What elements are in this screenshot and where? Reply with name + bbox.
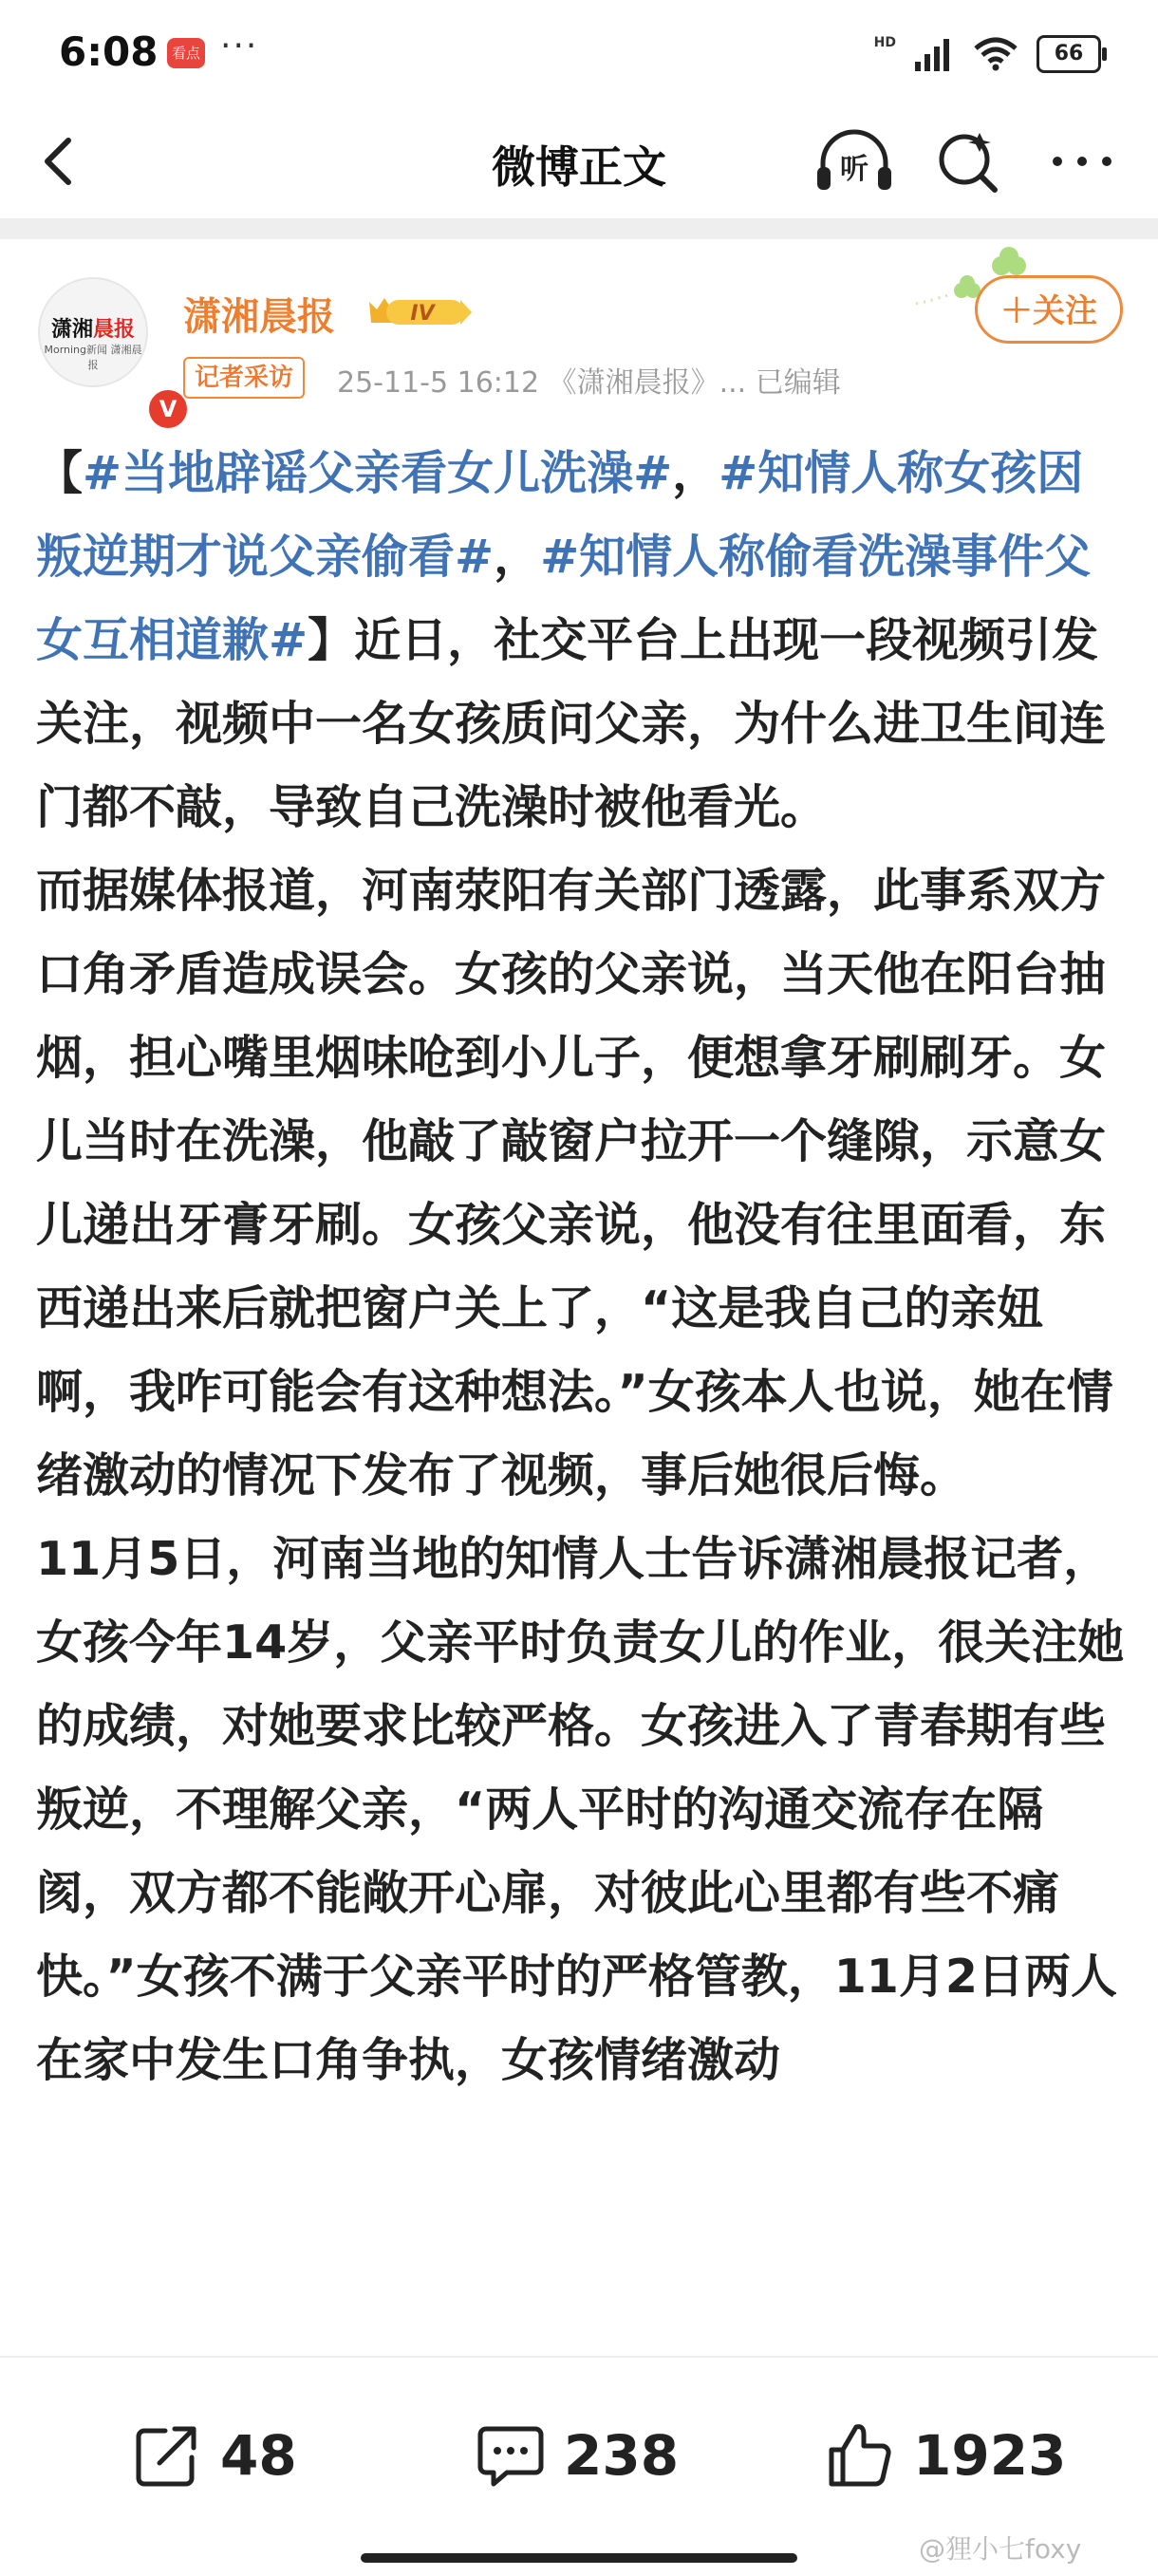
- post-meta: 25-11-5 16:12 《潇湘晨报》... 已编辑: [337, 366, 841, 400]
- avatar-subtitle: Morning新闻 潇湘晨报: [44, 344, 142, 371]
- listen-button[interactable]: [812, 121, 897, 201]
- status-indicators: [874, 30, 1101, 78]
- author-row: [0, 239, 1158, 422]
- separator: ，: [672, 446, 719, 500]
- comment-icon: [475, 2419, 547, 2492]
- topic-link[interactable]: #知情人称女孩因叛逆期才说父亲偷看#: [36, 446, 1084, 584]
- post-paragraph: [36, 432, 1128, 849]
- top-nav: [0, 104, 1158, 216]
- share-count: 48: [220, 2423, 297, 2488]
- search-icon[interactable]: [932, 125, 1004, 197]
- topic-link[interactable]: #知情人称偷看洗澡事件父女互相道歉#: [36, 530, 1092, 667]
- rank-label: IV: [410, 302, 435, 326]
- signal-icon: [913, 35, 955, 73]
- post-text: 】近日，社交平台上出现一段视频引发关注，视频中一名女孩质问父亲，为什么进卫生间连门都不敲，导致自己洗澡时被他看光。: [36, 613, 1107, 834]
- home-indicator[interactable]: [361, 2553, 797, 2563]
- bracket-open: 【: [36, 446, 84, 500]
- author-avatar[interactable]: [38, 277, 177, 422]
- more-notifications-icon: ···: [220, 27, 259, 65]
- post-paragraph: 而据媒体报道，河南荥阳有关部门透露，此事系双方口角矛盾造成误会。女孩的父亲说，当天他在阳台抽烟，担心嘴里烟味呛到小儿子，便想拿牙刷刷牙。女儿当时在洗澡，他敲了敲窗户拉开一个缝隙，示意女儿递出牙膏牙刷。女孩父亲说，他没有往里面看，东西递出来后就把窗户关上了，“这是我自己的亲妞啊，我咋可能会有这种想法。”女孩本人也说，她在情绪激动的情况下发布了视频，事后她很后悔。: [36, 864, 1113, 1503]
- rank-badge-icon[interactable]: [365, 292, 474, 330]
- author-name[interactable]: 潇湘晨报: [183, 295, 335, 339]
- headphones-icon: [812, 121, 897, 201]
- battery-icon: 66: [1037, 35, 1101, 73]
- reporter-tag: 记者采访: [183, 357, 305, 399]
- avatar-logo-a: 潇湘: [50, 318, 93, 342]
- separator: ，: [494, 530, 541, 584]
- like-count: 1923: [913, 2423, 1067, 2488]
- bottom-action-bar: [0, 2356, 1158, 2576]
- header-divider: [0, 218, 1158, 239]
- verified-badge-icon: V: [146, 387, 190, 431]
- listen-label: 听: [840, 153, 868, 186]
- status-bar: [0, 0, 1158, 104]
- comment-button[interactable]: [475, 2413, 679, 2498]
- post-content: [36, 432, 1128, 2330]
- back-arrow-icon[interactable]: [27, 123, 103, 199]
- avatar-logo: [40, 313, 146, 343]
- more-icon[interactable]: [1044, 125, 1120, 197]
- follow-button[interactable]: ＋关注: [975, 275, 1123, 344]
- thumbs-up-icon: [824, 2419, 896, 2492]
- share-icon: [131, 2419, 203, 2492]
- avatar-logo-b: 晨报: [93, 318, 136, 342]
- status-time: 6:08: [59, 28, 159, 75]
- page-title: 微博正文: [492, 141, 666, 193]
- wifi-icon: [972, 35, 1019, 73]
- comment-count: 238: [564, 2423, 680, 2488]
- topic-link[interactable]: #当地辟谣父亲看女儿洗澡#: [83, 446, 673, 500]
- share-button[interactable]: [131, 2413, 297, 2498]
- post-paragraph: 11月5日，河南当地的知情人士告诉潇湘晨报记者，女孩今年14岁，父亲平时负责女儿的作业，很关注她的成绩，对她要求比较严格。女孩进入了青春期有些叛逆，不理解父亲，“两人平时的沟通交流存在隔阂，双方都不能敞开心扉，对彼此心里都有些不痛快。”女孩不满于父亲平时的严格管教，11月2日两人在家中发生口角争执，女孩情绪激动: [36, 1532, 1125, 2087]
- like-button[interactable]: [824, 2413, 1066, 2498]
- watermark: @狸小七foxy: [919, 2533, 1082, 2565]
- app-notification-icon: 看点: [167, 38, 205, 68]
- network-type-label: HD: [873, 35, 896, 50]
